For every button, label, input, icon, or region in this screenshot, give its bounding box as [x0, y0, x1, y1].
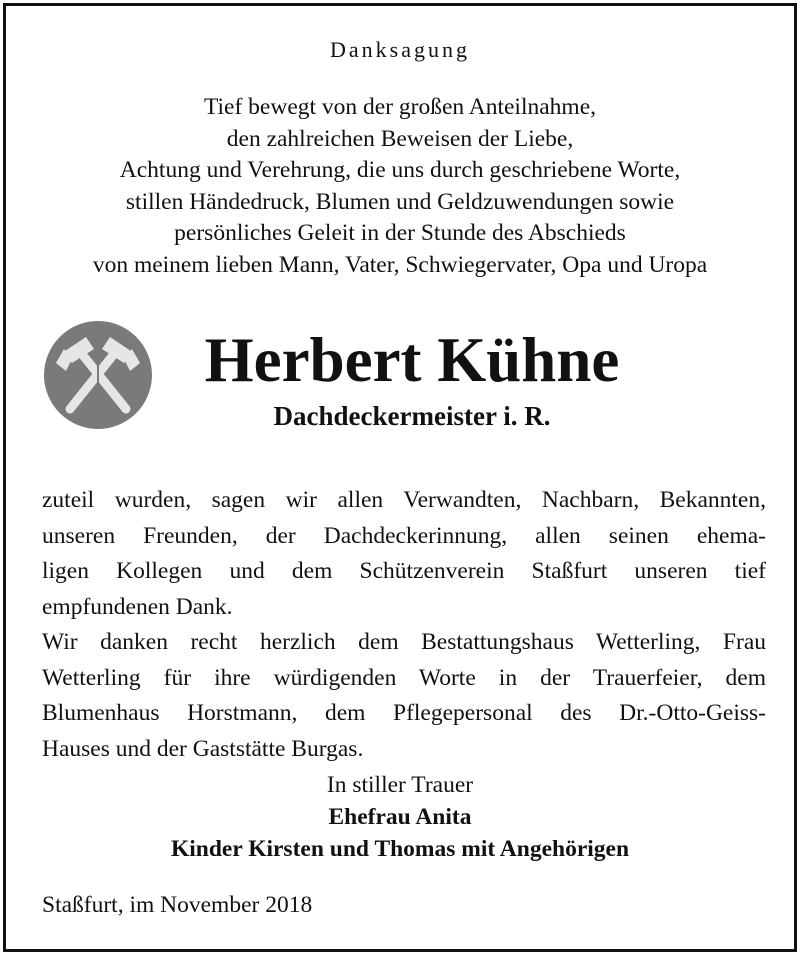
deceased-name: Herbert Kühne — [204, 325, 620, 395]
closing-line: In stiller Trauer — [326, 772, 474, 798]
body-line: zuteil wurden, sagen wir allen Verwandten, Nachbarn, Bekannten, — [42, 487, 766, 513]
body-line: ligen Kollegen und dem Schützenverein Staßfurt unseren tief — [42, 558, 766, 584]
place-date: Staßfurt, im November 2018 — [42, 892, 313, 918]
body-line: Blumenhaus Horstmann, dem Pflegepersonal des Dr.-Otto-Geiss- — [42, 700, 766, 726]
intro-line: Tief bewegt von der großen Anteilnahme, — [203, 94, 597, 120]
body-line: Hauses und der Gaststätte Burgas. — [42, 735, 364, 762]
closing-signature — [6, 769, 794, 865]
intro-line: persönliches Geleit in der Stunde des Abschieds — [174, 220, 626, 246]
thanks-body — [42, 483, 766, 767]
obituary-notice — [3, 3, 797, 952]
roofer-hammers-emblem-icon — [42, 319, 154, 431]
body-line: empfundenen Dank. — [42, 593, 233, 620]
intro-text — [6, 92, 794, 281]
intro-line: von meinem lieben Mann, Vater, Schwiegervater, Opa und Uropa — [92, 251, 708, 278]
intro-line: den zahlreichen Beweisen der Liebe, — [226, 125, 574, 152]
intro-line: Achtung und Verehrung, die uns durch geschriebene Worte, — [119, 157, 681, 183]
body-line: unseren Freunden, der Dachdeckerinnung, allen seinen ehema- — [42, 522, 766, 549]
intro-line: stillen Händedruck, Blumen und Geldzuwendungen sowie — [125, 188, 675, 215]
body-line: Wetterling für ihre würdigenden Worte in der Trauerfeier, dem — [42, 664, 766, 691]
signer-spouse: Ehefrau Anita — [328, 804, 472, 830]
signer-family: Kinder Kirsten und Thomas mit Angehörigen — [170, 836, 630, 862]
deceased-title: Dachdeckermeister i. R. — [273, 401, 551, 431]
body-line: Wir danken recht herzlich dem Bestattungshaus Wetterling, Frau — [42, 629, 766, 655]
notice-heading: Danksagung — [330, 37, 470, 62]
